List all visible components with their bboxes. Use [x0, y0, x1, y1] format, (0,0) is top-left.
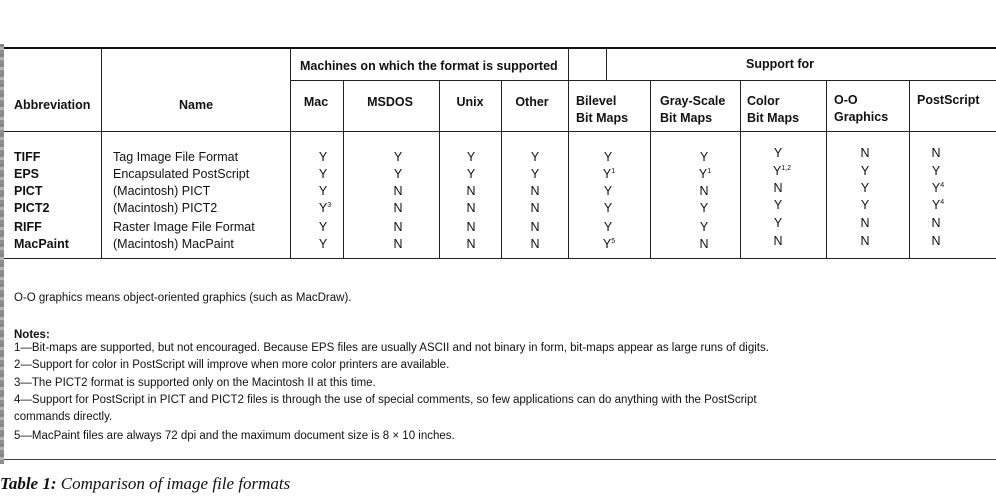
- definition-text: O-O graphics means object-oriented graphics (such as MacDraw).: [14, 292, 352, 304]
- row-pict-other: N: [530, 184, 540, 198]
- row-pict2-unix: N: [466, 201, 476, 215]
- row-tiff-mac: Y: [318, 150, 328, 164]
- row-tiff-gray: [700, 149, 708, 166]
- row-macpaint-ps: [931, 233, 940, 250]
- row-pict2-bilevel: [604, 200, 612, 217]
- row-pict2-color-value: Y: [773, 198, 783, 212]
- row-riff-msdos: N: [393, 220, 403, 234]
- row-pict2-gray: [700, 200, 708, 217]
- note-1: 1—Bit-maps are supported, but not encouraged. Because EPS files are usually ASCII and not binary in form, bit-maps appear as large runs of digits.: [14, 342, 769, 354]
- row-macpaint-bilevel: [603, 236, 615, 253]
- row-macpaint-bilevel-footnote: 5: [611, 237, 616, 245]
- row-macpaint-gray: [699, 236, 708, 253]
- header-other: Other: [515, 95, 549, 109]
- row-eps-bilevel-value: Y: [602, 167, 612, 181]
- row-macpaint-other: N: [530, 237, 540, 251]
- row-riff-gray: [700, 219, 708, 236]
- row-eps-color-footnote: 1,2: [781, 164, 792, 172]
- row-pict2-mac-footnote: 3: [327, 201, 332, 209]
- row-riff-other: N: [530, 220, 540, 234]
- row-pict-mac: Y: [318, 184, 328, 198]
- header-gray-line1: Gray-Scale: [660, 94, 726, 108]
- row-pict2-name: (Macintosh) PICT2: [113, 201, 218, 215]
- header-oo-line1: O-O: [834, 93, 858, 107]
- row-macpaint-mac: Y: [318, 237, 328, 251]
- note-4: 4—Support for PostScript in PICT and PICT2 files is through the use of special comments, so few applications can do anything with the PostScript: [14, 394, 757, 406]
- caption-label: Table 1:: [0, 474, 57, 493]
- header-gray-line2: Bit Maps: [660, 111, 713, 125]
- row-pict-color-value: N: [773, 181, 783, 195]
- row-eps-bilevel: [603, 166, 615, 183]
- row-pict2-ps-value: Y: [931, 198, 941, 212]
- header-bottom-rule: [4, 131, 996, 132]
- row-pict-bilevel: [604, 183, 612, 200]
- row-tiff-msdos: Y: [393, 150, 403, 164]
- row-eps-gray-footnote: 1: [707, 167, 712, 175]
- col-divider-color: [740, 80, 741, 258]
- row-pict2-msdos: N: [393, 201, 403, 215]
- col-divider-ps: [909, 80, 910, 258]
- row-pict-ps-footnote: 4: [940, 181, 945, 189]
- row-eps-msdos: Y: [393, 167, 403, 181]
- scan-edge-artifact: [0, 44, 4, 464]
- row-eps-color-value: Y: [772, 164, 782, 178]
- row-eps-bilevel-footnote: 1: [611, 167, 616, 175]
- row-eps-gray: [699, 166, 711, 183]
- note-5: 5—MacPaint files are always 72 dpi and the maximum document size is 8 × 10 inches.: [14, 430, 455, 442]
- row-riff-color: [774, 215, 782, 232]
- header-msdos: MSDOS: [367, 95, 413, 109]
- row-eps-oo: Y: [860, 164, 870, 178]
- row-pict-name: (Macintosh) PICT: [113, 184, 211, 198]
- row-pict2-ps-footnote: 4: [940, 198, 945, 206]
- col-divider-name: [101, 48, 102, 258]
- row-eps-ps-value: Y: [931, 164, 941, 178]
- row-pict2-ps: [932, 197, 944, 214]
- caption-text: Comparison of image file formats: [60, 474, 291, 493]
- row-pict-gray-value: N: [699, 184, 709, 198]
- row-riff-bilevel-value: Y: [603, 220, 613, 234]
- row-macpaint-abbr: MacPaint: [14, 237, 69, 251]
- row-pict2-color: [774, 197, 782, 214]
- row-tiff-color: [774, 145, 782, 162]
- table-top-rule: [4, 47, 996, 49]
- row-eps-unix: Y: [466, 167, 476, 181]
- row-macpaint-gray-value: N: [699, 237, 709, 251]
- row-riff-ps: [931, 215, 940, 232]
- header-bilevel-line1: Bilevel: [576, 94, 617, 108]
- row-pict-gray: [699, 183, 708, 200]
- row-macpaint-color: [773, 233, 782, 250]
- row-riff-unix: N: [466, 220, 476, 234]
- row-eps-other: Y: [530, 167, 540, 181]
- row-macpaint-oo: N: [860, 234, 870, 248]
- row-pict-msdos: N: [393, 184, 403, 198]
- col-divider-unix: [439, 80, 440, 258]
- col-divider-support: [568, 48, 569, 258]
- header-color-line1: Color: [747, 94, 780, 108]
- row-macpaint-msdos: N: [393, 237, 403, 251]
- row-macpaint-color-value: N: [773, 234, 783, 248]
- row-tiff-color-value: Y: [773, 146, 783, 160]
- row-eps-name: Encapsulated PostScript: [113, 167, 250, 181]
- row-pict-color: [773, 180, 782, 197]
- row-pict2-other: N: [530, 201, 540, 215]
- col-divider-gray: [650, 80, 651, 258]
- row-tiff-gray-value: Y: [699, 150, 709, 164]
- row-tiff-bilevel-value: Y: [603, 150, 613, 164]
- row-pict-abbr: PICT: [14, 184, 43, 198]
- row-eps-gray-value: Y: [698, 167, 708, 181]
- row-tiff-abbr: TIFF: [14, 150, 41, 164]
- note-3: 3—The PICT2 format is supported only on the Macintosh II at this time.: [14, 377, 376, 389]
- row-tiff-unix: Y: [466, 150, 476, 164]
- row-eps-abbr: EPS: [14, 167, 40, 181]
- row-pict-oo: Y: [860, 181, 870, 195]
- row-riff-name: Raster Image File Format: [113, 220, 255, 234]
- row-pict2-gray-value: Y: [699, 201, 709, 215]
- header-unix: Unix: [456, 95, 484, 109]
- notes-bottom-rule: [4, 459, 996, 460]
- header-oo-line2: Graphics: [834, 110, 889, 124]
- col-divider-mac: [290, 48, 291, 258]
- row-tiff-ps: [931, 145, 940, 162]
- row-macpaint-ps-value: N: [931, 234, 941, 248]
- col-divider-msdos: [343, 80, 344, 258]
- notes-heading: Notes:: [14, 329, 50, 341]
- header-bilevel-line2: Bit Maps: [576, 111, 629, 125]
- col-divider-group: [606, 48, 607, 81]
- row-pict2-oo: Y: [860, 198, 870, 212]
- row-eps-ps: [932, 163, 940, 180]
- row-tiff-other: Y: [530, 150, 540, 164]
- row-riff-ps-value: N: [931, 216, 941, 230]
- row-riff-oo: N: [860, 216, 870, 230]
- group-header-support: Support for: [746, 57, 815, 71]
- group-header-machines: Machines on which the format is supported: [300, 59, 558, 73]
- row-pict-ps-value: Y: [931, 181, 941, 195]
- header-mac: Mac: [303, 95, 329, 109]
- row-pict2-mac: [319, 200, 331, 217]
- row-macpaint-name: (Macintosh) MacPaint: [113, 237, 234, 251]
- table-caption: [0, 474, 290, 494]
- col-divider-other: [501, 80, 502, 258]
- row-riff-abbr: RIFF: [14, 220, 42, 234]
- header-abbreviation: Abbreviation: [14, 98, 91, 112]
- row-eps-mac: Y: [318, 167, 328, 181]
- row-riff-color-value: Y: [773, 216, 783, 230]
- row-tiff-bilevel: [604, 149, 612, 166]
- header-postscript: PostScript: [917, 93, 980, 107]
- row-pict2-mac-value: Y: [318, 201, 328, 215]
- table-bottom-rule: [4, 258, 996, 259]
- row-pict-ps: [932, 180, 944, 197]
- row-pict-bilevel-value: Y: [603, 184, 613, 198]
- row-pict2-bilevel-value: Y: [603, 201, 613, 215]
- header-color-line2: Bit Maps: [747, 111, 800, 125]
- row-tiff-ps-value: N: [931, 146, 941, 160]
- row-pict-unix: N: [466, 184, 476, 198]
- note-4-continued: commands directly.: [14, 411, 113, 423]
- row-riff-mac: Y: [318, 220, 328, 234]
- note-2: 2—Support for color in PostScript will improve when more color printers are available.: [14, 359, 450, 371]
- row-tiff-oo: N: [860, 146, 870, 160]
- row-pict2-abbr: PICT2: [14, 201, 50, 215]
- row-tiff-name: Tag Image File Format: [113, 150, 239, 164]
- row-eps-color: [773, 163, 791, 180]
- col-divider-oo: [826, 80, 827, 258]
- group-header-rule: [290, 80, 996, 81]
- row-macpaint-bilevel-value: Y: [602, 237, 612, 251]
- row-riff-bilevel: [604, 219, 612, 236]
- row-riff-gray-value: Y: [699, 220, 709, 234]
- row-macpaint-unix: N: [466, 237, 476, 251]
- header-name: Name: [178, 98, 214, 112]
